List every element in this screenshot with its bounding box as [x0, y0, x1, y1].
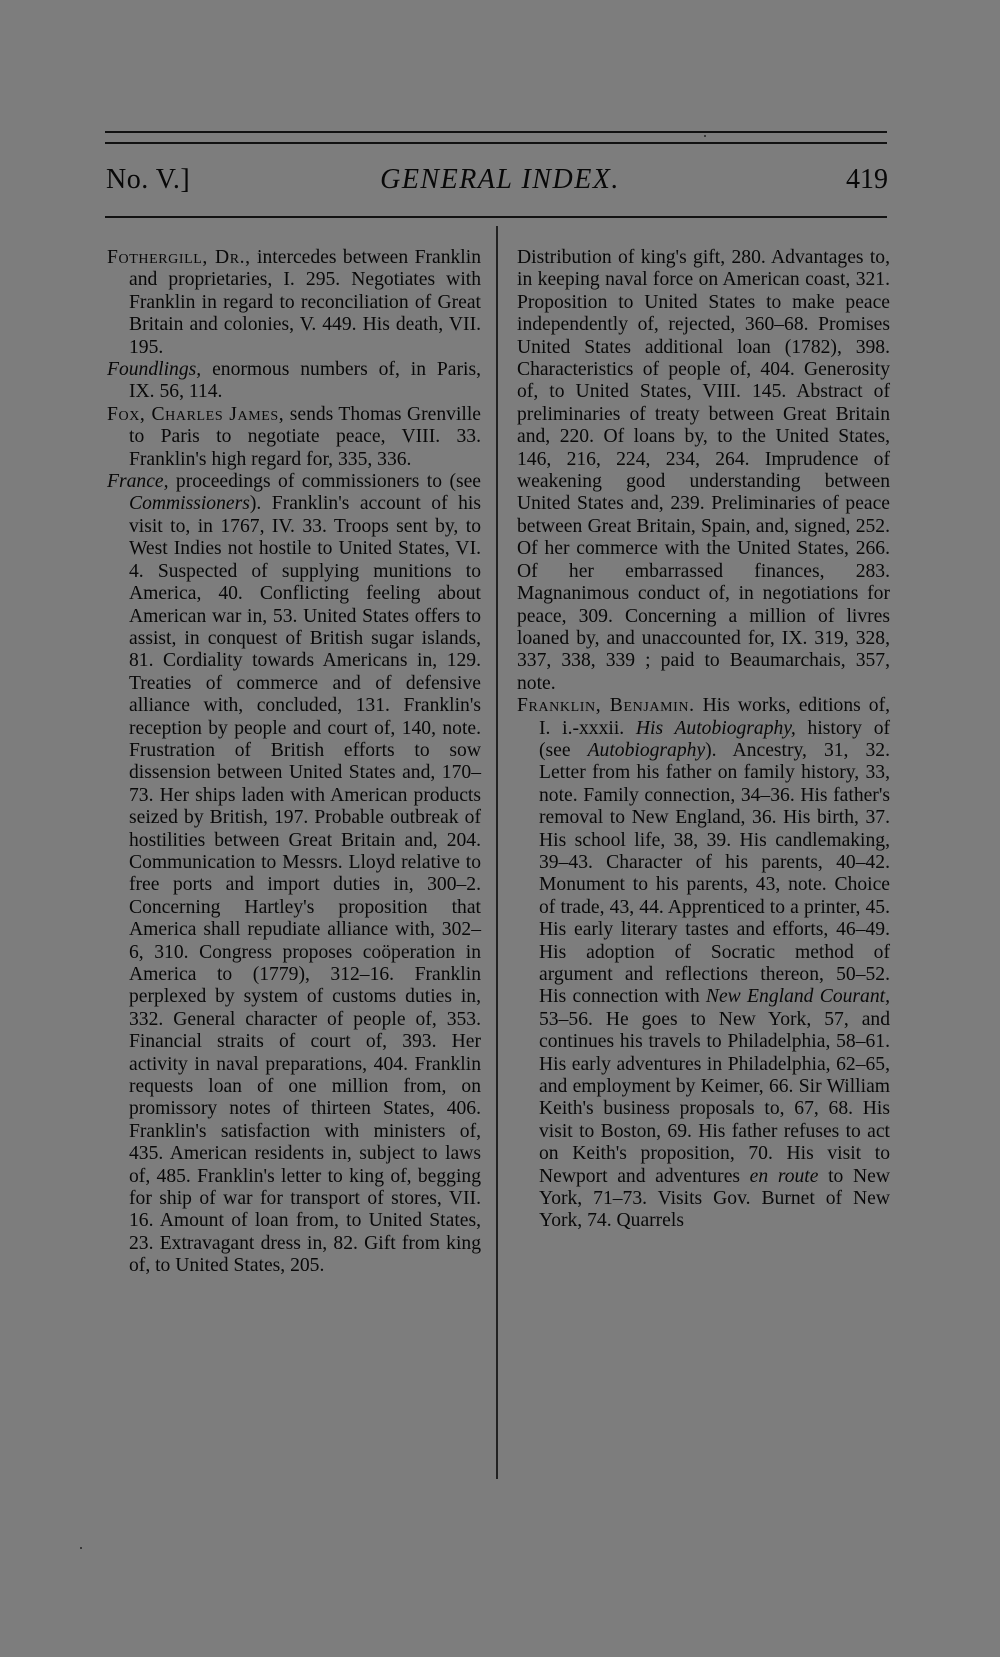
- top-rule-thin: [105, 142, 887, 144]
- header-rule: [105, 216, 887, 218]
- entry-text: sends Thomas Grenville to Paris to negotiate peace, VIII. 33. Franklin's high regard for, 335, 336.: [129, 403, 482, 470]
- page-title: GENERAL INDEX.: [380, 164, 620, 195]
- issue-label: No. V.]: [106, 164, 191, 195]
- cross-reference: Autobiography: [587, 739, 706, 761]
- entry-text: 53–56. He goes to New York, 57, and continues his travels to Philadelphia, 58–61. His early adventures in Philadelphia, 62–65, and employment by Keimer, 66. Sir William Keith's business proposals to, 67, 68. His visit to Boston, 69. His father refuses to act on Keith's proposition, 70. His visit to Newport and adventures: [539, 1008, 890, 1187]
- top-rule: [105, 131, 887, 133]
- entry-text: proceedings of commissioners to (see: [168, 471, 481, 493]
- entry-text: enormous numbers of, in Paris, IX. 56, 114.: [129, 359, 481, 403]
- index-column-left: [107, 247, 481, 1278]
- entry-text: ). Ancestry, 31, 32. Letter from his father on family history, 33, note. Family connection, 34–36. His father's removal to New England, 36. His birth, 37. His school life, 38, 39. His candlemaking, 39–43. Character of his parents, 40–42. Monument to his parents, 43, note. Choice of trade, 43, 44. Apprenticed to a printer, 45. His early literary tastes and efforts, 46–49. His adoption of Socratic method of argument and reflections thereon, 50–52. His connection with: [539, 739, 890, 1008]
- cross-reference: Commissioners: [129, 493, 250, 515]
- index-entry-foundlings: [107, 359, 481, 404]
- entry-heading: Franklin, Benjamin.: [517, 695, 695, 717]
- entry-heading: Fox, Charles James,: [107, 403, 285, 425]
- index-column-right: [517, 247, 890, 1233]
- entry-heading: France,: [107, 471, 169, 493]
- foreign-phrase: en route: [749, 1165, 819, 1187]
- index-entry-fox: [107, 404, 481, 471]
- index-entry-france-continued: [517, 247, 890, 695]
- entry-text: Distribution of king's gift, 280. Advantages to, in keeping naval force on American coast, 321. Proposition to United States to make peace independently of, rejected, 360–68. Promises United States additional loan (1782), 398. Characteristics of people of, 404. Generosity of, to United States, VIII. 145. Abstract of preliminaries of treaty between Great Britain and, 220. Of loans by, to the United States, 146, 216, 224, 234, 264. Imprudence of weakening good understanding between United States and, 239. Preliminaries of peace between Great Britain, Spain, and, signed, 252. Of her commerce with the United States, 266. Of her embarrassed finances, 283. Magnanimous conduct of, in negotiations for peace, 309. Concerning a million of livres loaned by, and unaccounted for, IX. 319, 328, 337, 338, 339 ; paid to Beaumarchais, 357, note.: [517, 247, 890, 694]
- entry-heading: Foundlings,: [107, 359, 202, 381]
- entry-text: His works, editions of, I. i.-xxxii.: [539, 695, 890, 739]
- column-divider: [496, 226, 498, 1479]
- entry-text: ). Franklin's account of his visit to, in 1767, IV. 33. Troops sent by, to West Indies not hostile to United States, VI. 4. Suspected of supplying munitions to America, 40. Conflicting feeling about American war in, 53. United States offers to assist, in conquest of British sugar islands, 81. Cordiality towards Americans in, 129. Treaties of commerce and of defensive alliance with, concluded, 131. Franklin's reception by people and court of, 140, note. Frustration of British efforts to sow dissension between United States and, 170–73. Her ships laden with American products seized by British, 197. Probable outbreak of hostilities between Great Britain and, 204. Communication to Messrs. Lloyd relative to free ports and import duties in, 300–2. Concerning Hartley's proposition that America shall repudiate alliance with, 302–6, 310. Congress proposes coöperation in America to (1779), 312–16. Franklin perplexed by system of customs duties in, 332. General character of people of, 353. Financial straits of court of, 393. Her activity in naval preparations, 404. Franklin requests loan of one million from, on promissory notes of thirteen States, 406. Franklin's satisfaction with ministers of, 435. American residents in, subject to laws of, 485. Franklin's letter to king of, begging for ship of war for transport of stores, VII. 16. Amount of loan from, to United States, 23. Extravagant dress in, 82. Gift from king of, to United States, 205.: [129, 493, 481, 1277]
- newspaper-title: New England Courant,: [705, 986, 890, 1008]
- index-entry-france: [107, 471, 481, 1278]
- index-entry-franklin: [517, 695, 890, 1233]
- cross-reference: His Autobiography,: [635, 717, 796, 739]
- index-entry-fothergill: [107, 247, 481, 359]
- print-speck: [80, 1547, 82, 1549]
- print-speck: [704, 135, 706, 137]
- page-number: 419: [846, 164, 888, 195]
- entry-text: to New York, 71–73. Visits Gov. Burnet of New York, 74. Quarrels: [539, 1165, 890, 1232]
- entry-text: intercedes between Franklin and proprietaries, I. 295. Negotiates with Franklin in regard to reconciliation of Great Britain and colonies, V. 449. His death, VII. 195.: [129, 247, 481, 358]
- entry-text: history of (see: [539, 717, 891, 761]
- entry-heading: Fothergill, Dr.,: [107, 247, 251, 268]
